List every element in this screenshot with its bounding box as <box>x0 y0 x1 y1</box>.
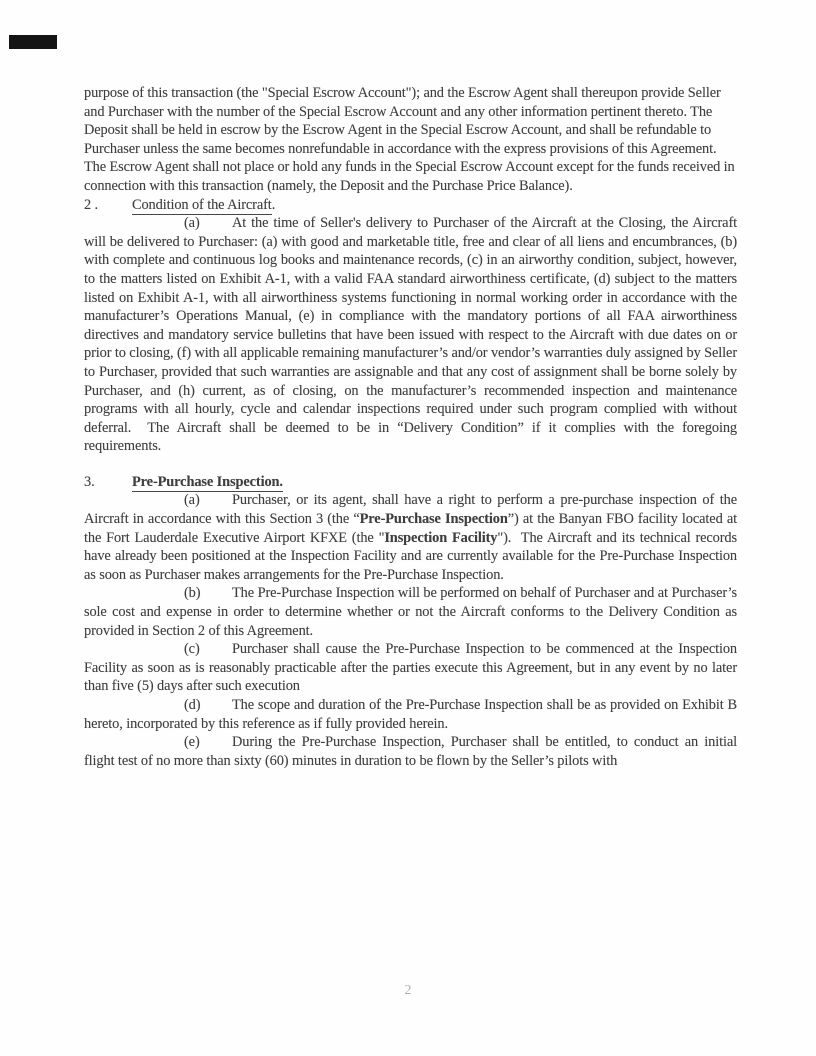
section-3-heading <box>84 473 737 492</box>
document-body <box>84 84 737 770</box>
paragraph-text: ”) at the Banyan FBO facility located at the Fort Lauderdale Executive Airport KFXE (the " <box>84 511 737 546</box>
paragraph-3c <box>84 640 737 696</box>
paragraph-label: (d) <box>184 697 201 713</box>
page-number: 2 <box>404 983 412 998</box>
continuation-paragraph <box>84 84 737 196</box>
section-title: Condition of the Aircraft <box>132 196 272 213</box>
paragraph-text: purpose of this transaction (the "Special Escrow Account"); and the Escrow Agent shall thereupon provide Seller and Purchaser with the number of the Special Escrow Account and any other information pertinent thereto. The Deposit shall be held in escrow by the Escrow Agent in the Special Escrow Account, and shall be refundable to Purchaser unless the same becomes nonrefundable in accordance with the express provisions of this Agreement. The Escrow Agent shall not place or hold any funds in the Special Escrow Account except for the funds received in connection with this transaction (namely, the Deposit and the Purchase Price Balance). <box>84 85 735 194</box>
section-title: Pre-Purchase Inspection. <box>132 473 283 490</box>
paragraph-label: (e) <box>184 734 200 751</box>
paragraph-label: (a) <box>184 215 200 232</box>
paragraph-3d <box>84 696 737 733</box>
paragraph-label: (b) <box>184 585 201 602</box>
paragraph-text: Purchaser, or its agent, shall have a right to perform a pre-purchase inspection of the Aircraft in accordance with this Section 3 (the “ <box>84 492 737 528</box>
paragraph-label: (c) <box>184 641 200 658</box>
paragraph-3e <box>84 733 737 770</box>
paragraph-text: "). The Aircraft and its technical records have already been positioned at the Inspection Facility and are currently available for the Pre-Purchase Inspection as soon as Purchaser makes arrangements for the Pre-Purchase Inspection. <box>84 529 737 583</box>
paragraph-text: The scope and duration of the Pre-Purchase Inspection shall be as provided on Exhibit B hereto, incorporated by this reference as if fully provided herein. <box>84 697 737 732</box>
paragraph-2a <box>84 214 737 456</box>
section-title-period: . <box>271 196 276 213</box>
defined-term-inspection-facility: Inspection Facility <box>384 529 498 546</box>
section-number: 2 . <box>84 196 99 213</box>
paragraph-text: Purchaser shall cause the Pre-Purchase Inspection to be commenced at the Inspection Facility as soon as is reasonably practicable after the parties execute this Agreement, but in any event by no later than five (5) days after such execution <box>84 641 737 695</box>
section-number: 3. <box>84 473 95 490</box>
paragraph-text: At the time of Seller's delivery to Purchaser of the Aircraft at the Closing, the Aircraft will be delivered to Purchaser: (a) with good and marketable title, free and clear of all liens and encumbrances, (b) with complete and continuous log books and maintenance records, (c) in an airworthy condition, subject, however, to the matters listed on Exhibit A-1, with a valid FAA standard airworthiness certificate, (d) subject to the matters listed on Exhibit A-1, with all airworthiness systems functioning in normal working order in accordance with the manufacturer’s Operations Manual, (e) in compliance with the mandatory portions of all FAA airworthiness directives and mandatory service bulletins that have been issued with respect to the Aircraft with due dates on or prior to closing, (f) with all applicable remaining manufacturer’s and/or vendor’s warranties duly assigned by Seller to Purchaser, provided that such warranties are assignable and that any cost of assignment shall be borne solely by Purchaser, and (h) current, as of closing, on the manufacturer’s recommended inspection and maintenance programs with all hourly, cycle and calendar inspections required under such program complied with without deferral. The Aircraft shall be deemed to be in “Delivery Condition” if it complies with the foregoing requirements. <box>84 215 737 455</box>
paragraph-3a <box>84 491 737 584</box>
paragraph-3b <box>84 584 737 640</box>
paragraph-label: (a) <box>184 492 200 509</box>
paragraph-text: The Pre-Purchase Inspection will be performed on behalf of Purchaser and at Purchaser’s sole cost and expense in order to determine whether or not the Aircraft conforms to the Delivery Condition as provided in Section 2 of this Agreement. <box>84 585 737 639</box>
paragraph-text: During the Pre-Purchase Inspection, Purchaser shall be entitled, to conduct an initial flight test of no more than sixty (60) minutes in duration to be flown by the Seller’s pilots with <box>84 734 737 769</box>
section-2-heading <box>84 196 737 215</box>
defined-term-pre-purchase-inspection: Pre-Purchase Inspection <box>359 511 508 528</box>
scan-artifact-bar <box>9 35 57 49</box>
